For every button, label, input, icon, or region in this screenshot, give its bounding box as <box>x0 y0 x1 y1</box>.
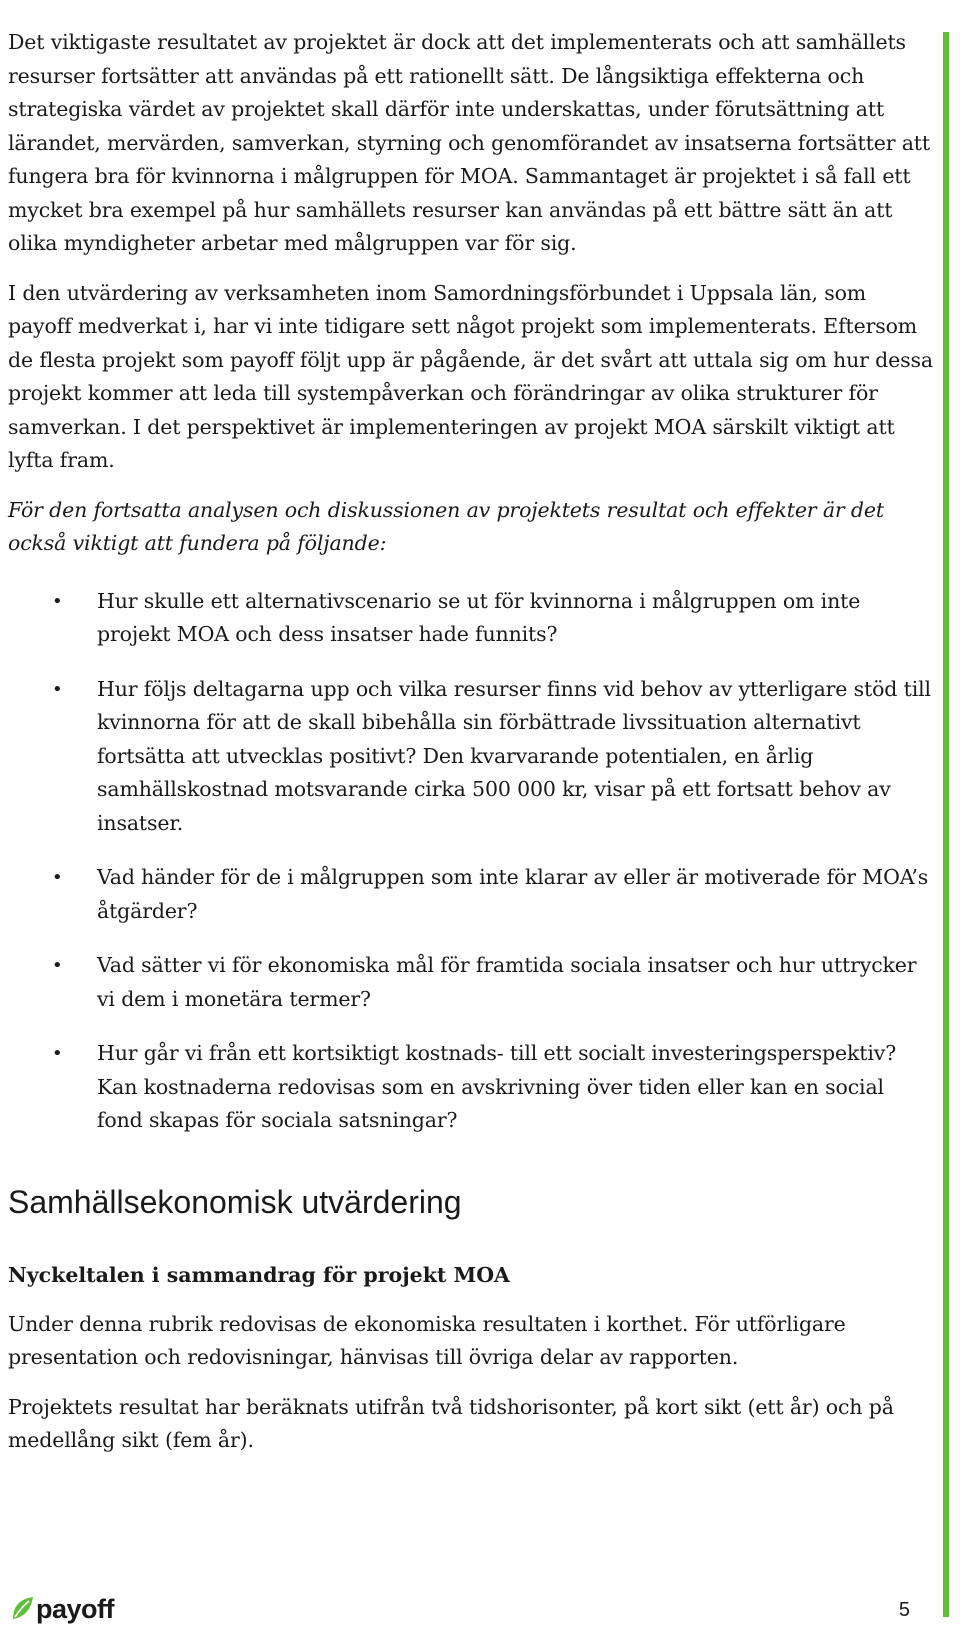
page-content <box>8 26 933 1458</box>
payoff-logo <box>11 1584 114 1624</box>
list-item <box>8 673 933 841</box>
list-item <box>8 861 933 928</box>
bullet-icon: • <box>52 678 63 700</box>
list-item-text: Hur går vi från ett kortsiktigt kostnads- till ett socialt investeringsperspektiv? Kan kostnaderna redovisas som en avskrivning över tiden eller kan en social fond skapas för sociala satsningar? <box>97 1041 897 1132</box>
accent-bar <box>943 32 949 1617</box>
list-item <box>8 949 933 1016</box>
paragraph-summary: Under denna rubrik redovisas de ekonomiska resultaten i korthet. För utförligare presentation och redovisningar, hänvisas till övriga delar av rapporten. <box>8 1311 846 1369</box>
sub-heading: Nyckeltalen i sammandrag för projekt MOA <box>8 1262 510 1287</box>
section-heading: Samhällsekonomisk utvärdering <box>8 1183 462 1220</box>
bullet-icon: • <box>52 1043 63 1064</box>
questions-list <box>8 585 933 1138</box>
list-item-text: Hur skulle ett alternativscenario se ut för kvinnorna i målgruppen om inte projekt MOA och dess insatser hade funnits? <box>97 588 861 646</box>
paragraph-evaluation: I den utvärdering av verksamheten inom Samordningsförbundet i Uppsala län, som payoff medverkat i, har vi inte tidigare sett något projekt som implementerats. Eftersom de flesta projekt som payoff följt upp är pågående, är det svårt att uttala sig om hur dessa projekt kommer att leda till systempåverkan och förändringar av olika strukturer för samverkan. I det perspektivet är implementeringen av projekt MOA särskilt viktigt att lyfta fram. <box>8 280 933 472</box>
logo-text: payoff <box>36 1594 114 1624</box>
bullet-icon: • <box>52 590 63 612</box>
questions-intro: För den fortsatta analysen och diskussionen av projektets resultat och effekter är det också viktigt att fundera på följande: <box>8 497 884 555</box>
page-number: 5 <box>898 1599 910 1621</box>
list-item <box>8 1037 933 1138</box>
paragraph-horizons: Projektets resultat har beräknats utifrån två tidshorisonter, på kort sikt (ett år) och på medellång sikt (fem år). <box>8 1394 894 1452</box>
list-item-text: Hur följs deltagarna upp och vilka resurser finns vid behov av ytterligare stöd till kvinnorna för att de skall bibehålla sin förbättrade livssituation alternativt fortsätta att utvecklas positivt? Den kvarvarande potentialen, en årlig samhällskostnad motsvarande cirka 500 000 kr, visar på ett fortsatt behov av insatser. <box>97 676 931 835</box>
list-item-text: Vad händer för de i målgruppen som inte klarar av eller är motiverade för MOA’s åtgärder? <box>97 865 929 923</box>
paragraph-results: Det viktigaste resultatet av projektet är dock att det implementerats och att samhällets resurser fortsätter att användas på ett rationellt sätt. De långsiktiga effekterna och strategiska värdet av projektet skall därför inte underskattas, under förutsättning att lärandet, mervärden, samverkan, styrning och genomförandet av insatserna fortsätter att fungera bra för kvinnorna i målgruppen för MOA. Sammantaget är projektet i så fall ett mycket bra exempel på hur samhällets resurser kan användas på ett bättre sätt än att olika myndigheter arbetar med målgruppen var för sig. <box>8 30 930 255</box>
bullet-icon: • <box>52 867 63 888</box>
payoff-leaf-icon <box>11 1595 35 1621</box>
list-item <box>8 585 933 652</box>
bullet-icon: • <box>52 955 63 976</box>
list-item-text: Vad sätter vi för ekonomiska mål för framtida sociala insatser och hur uttrycker vi dem i monetära termer? <box>97 953 917 1011</box>
